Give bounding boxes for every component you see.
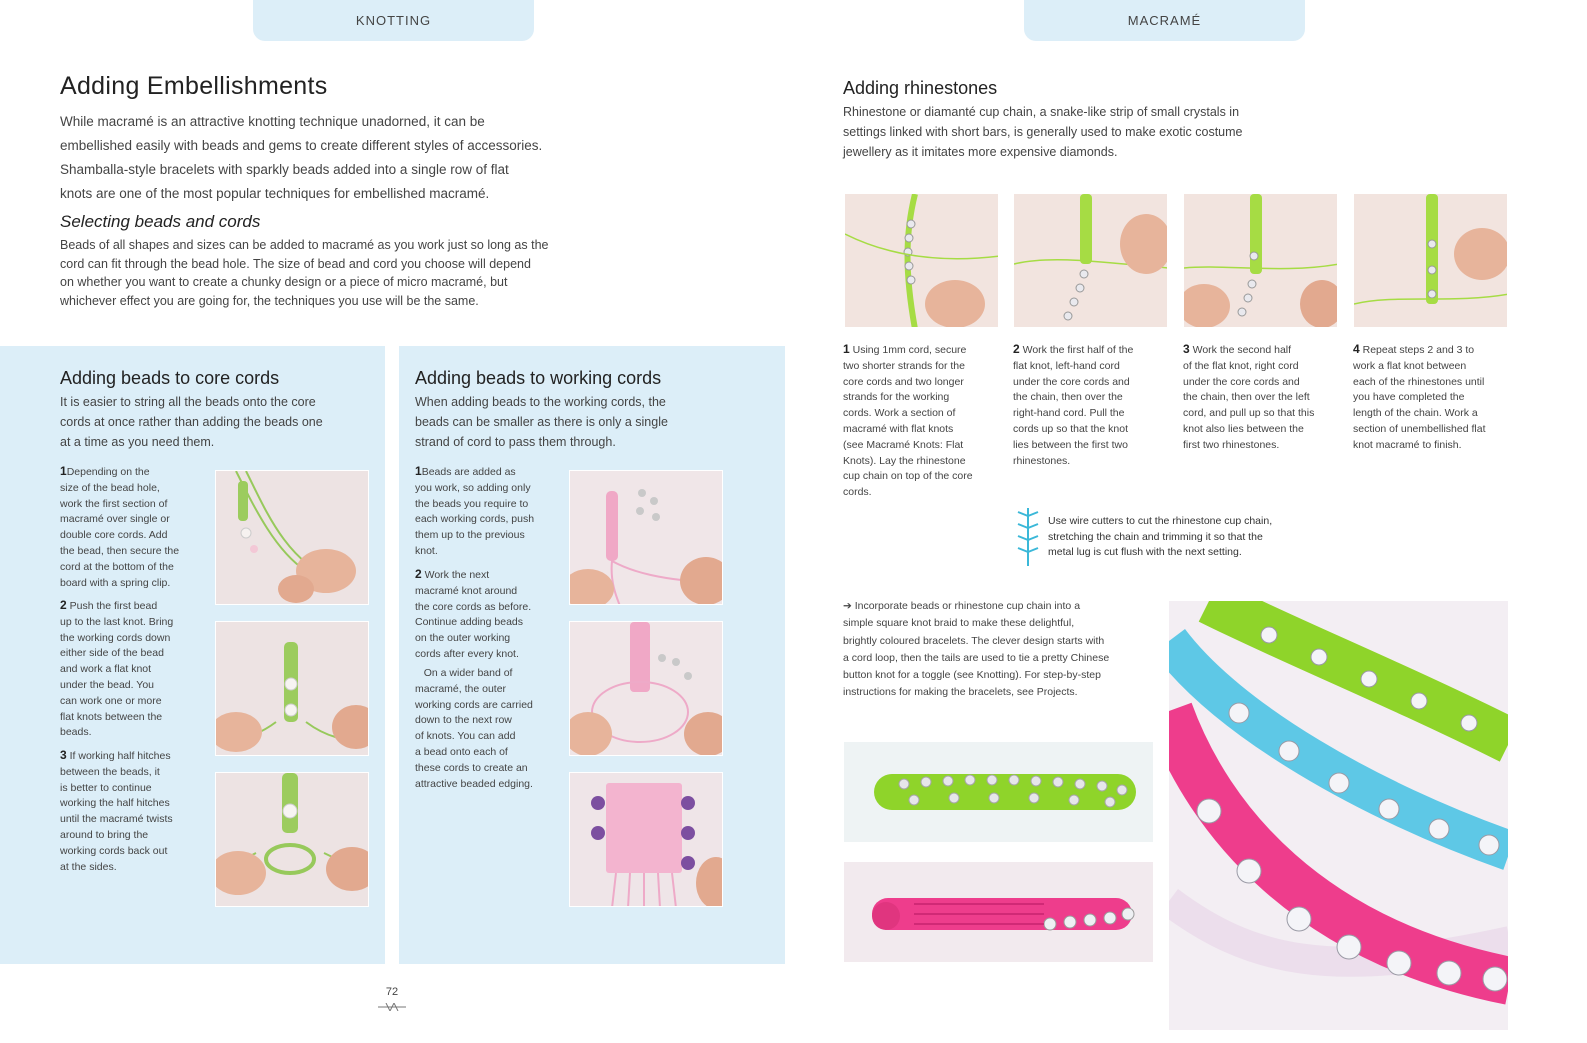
step-photo	[569, 772, 723, 907]
step-note: On a wider band of macramé, the outer working cords are carried down to the next row of knots. You can add a bead onto each of these cords to create an attractive beaded edging.	[415, 667, 533, 790]
panel-working-cords	[399, 346, 785, 964]
photo-caption: ➔ Incorporate beads or rhinestone cup chain into a simple square knot braid to make these delightful, brightly coloured bracelets. The clever design starts with a cord loop, then the tails are used to tie a pretty Chinese button knot for a toggle (see Knotting). For step-by-step instructions for making the bracelets, see Projects.	[843, 600, 1110, 699]
section-tab-macrame	[1024, 0, 1305, 41]
step-photo	[569, 621, 723, 756]
panel-title: Adding beads to working cords	[415, 368, 662, 388]
subheading: Selecting beads and cords	[60, 212, 261, 231]
step-2: 2 Push the first bead up to the last knot. Bring the working cords down either side of the bead and work a flat knot under the bead. You can work one or more flat knots between the beads.	[60, 598, 174, 739]
step-photo	[215, 772, 369, 907]
step-photo	[844, 193, 999, 328]
rhinestone-step-3: 3 Work the second half of the flat knot, right cord under the core cords and the chain, then over the left cord, and pull up so that this knot also lies between the first two rhinestones.	[1183, 342, 1315, 451]
tab-label: MACRAMÉ	[1127, 13, 1202, 28]
panel-lead: It is easier to string all the beads onto the core cords at once rather than adding the beads one at a time as you need them.	[60, 395, 323, 449]
step-photo	[569, 470, 723, 605]
bracelets-closeup-photo	[1168, 600, 1509, 1031]
braid-tip-icon	[1014, 508, 1042, 566]
step-photo	[215, 470, 369, 605]
panel-core-cords	[0, 346, 385, 964]
step-photo	[1013, 193, 1168, 328]
section-intro: Rhinestone or diamanté cup chain, a snake-like strip of small crystals in settings linked with short bars, is generally used to make exotic costume jewellery as it imitates more expensive diamonds.	[843, 105, 1243, 159]
rhinestone-step-1: 1 Using 1mm cord, secure two shorter strands for the core cords and two longer strands for the working cords. Work a section of macramé with flat knots (see Macramé Knots: Flat Knots). Lay the rhinestone cup chain on top of the core cords.	[843, 342, 973, 499]
step-3: 3 If working half hitches between the beads, it is better to continue working the half hitches until the macramé twists around to bring the working cords back out at the sides.	[60, 748, 173, 873]
step-1: 1Depending on the size of the bead hole, work the first section of macramé over single or double core cords. Add the bead, then secure the cord at the bottom of the board with a spring clip.	[60, 464, 180, 589]
page-number: 72	[385, 986, 399, 998]
section-tab-knotting	[253, 0, 534, 41]
rhinestone-step-4: 4 Repeat steps 2 and 3 to work a flat knot between each of the rhinestones until you have completed the length of the chain. Work a section of unembellished flat knot macramé to finish.	[1353, 342, 1486, 451]
tab-label: KNOTTING	[355, 13, 432, 28]
page-title: Adding Embellishments	[60, 72, 328, 100]
pink-bracelet-photo	[843, 861, 1154, 963]
section-title: Adding rhinestones	[843, 78, 998, 98]
step-1: 1Beads are added as you work, so adding only the beads you require to each working cords, push them up to the previous knot.	[415, 464, 535, 557]
ornament-icon	[378, 1003, 406, 1011]
tip-text: Use wire cutters to cut the rhinestone cup chain, stretching the chain and trimming it so that the metal lug is cut flush with the next setting.	[1048, 515, 1273, 558]
green-bracelet-photo	[843, 741, 1154, 843]
intro-paragraph: While macramé is an attractive knotting technique unadorned, it can be embellished easily with beads and gems to create different styles of accessories. Shamballa-style bracelets with sparkly beads added into a single row of flat knots are one of the most popular techniques for embellished macramé.	[60, 114, 543, 201]
rhinestone-step-2: 2 Work the first half of the flat knot, left-hand cord under the core cords and the chain, then over the right-hand cord. Pull the cords up so that the knot lies between the first two rhinestones.	[1013, 342, 1134, 467]
step-photo	[1183, 193, 1338, 328]
step-photo	[1353, 193, 1508, 328]
step-2: 2 Work the next macramé knot around the core cords as before. Continue adding beads on the outer working cords after every knot.	[415, 567, 532, 660]
panel-lead: When adding beads to the working cords, the beads can be smaller as there is only a single strand of cord to pass them through.	[415, 395, 668, 449]
sub-paragraph: Beads of all shapes and sizes can be added to macramé as you work just so long as the cord can fit through the bead hole. The size of bead and cord you choose will depend on whether you want to create a chunky design or a piece of micro macramé, but whichever effect you are going for, the techniques you use will be the same.	[60, 238, 549, 308]
panel-title: Adding beads to core cords	[60, 368, 280, 388]
step-photo	[215, 621, 369, 756]
